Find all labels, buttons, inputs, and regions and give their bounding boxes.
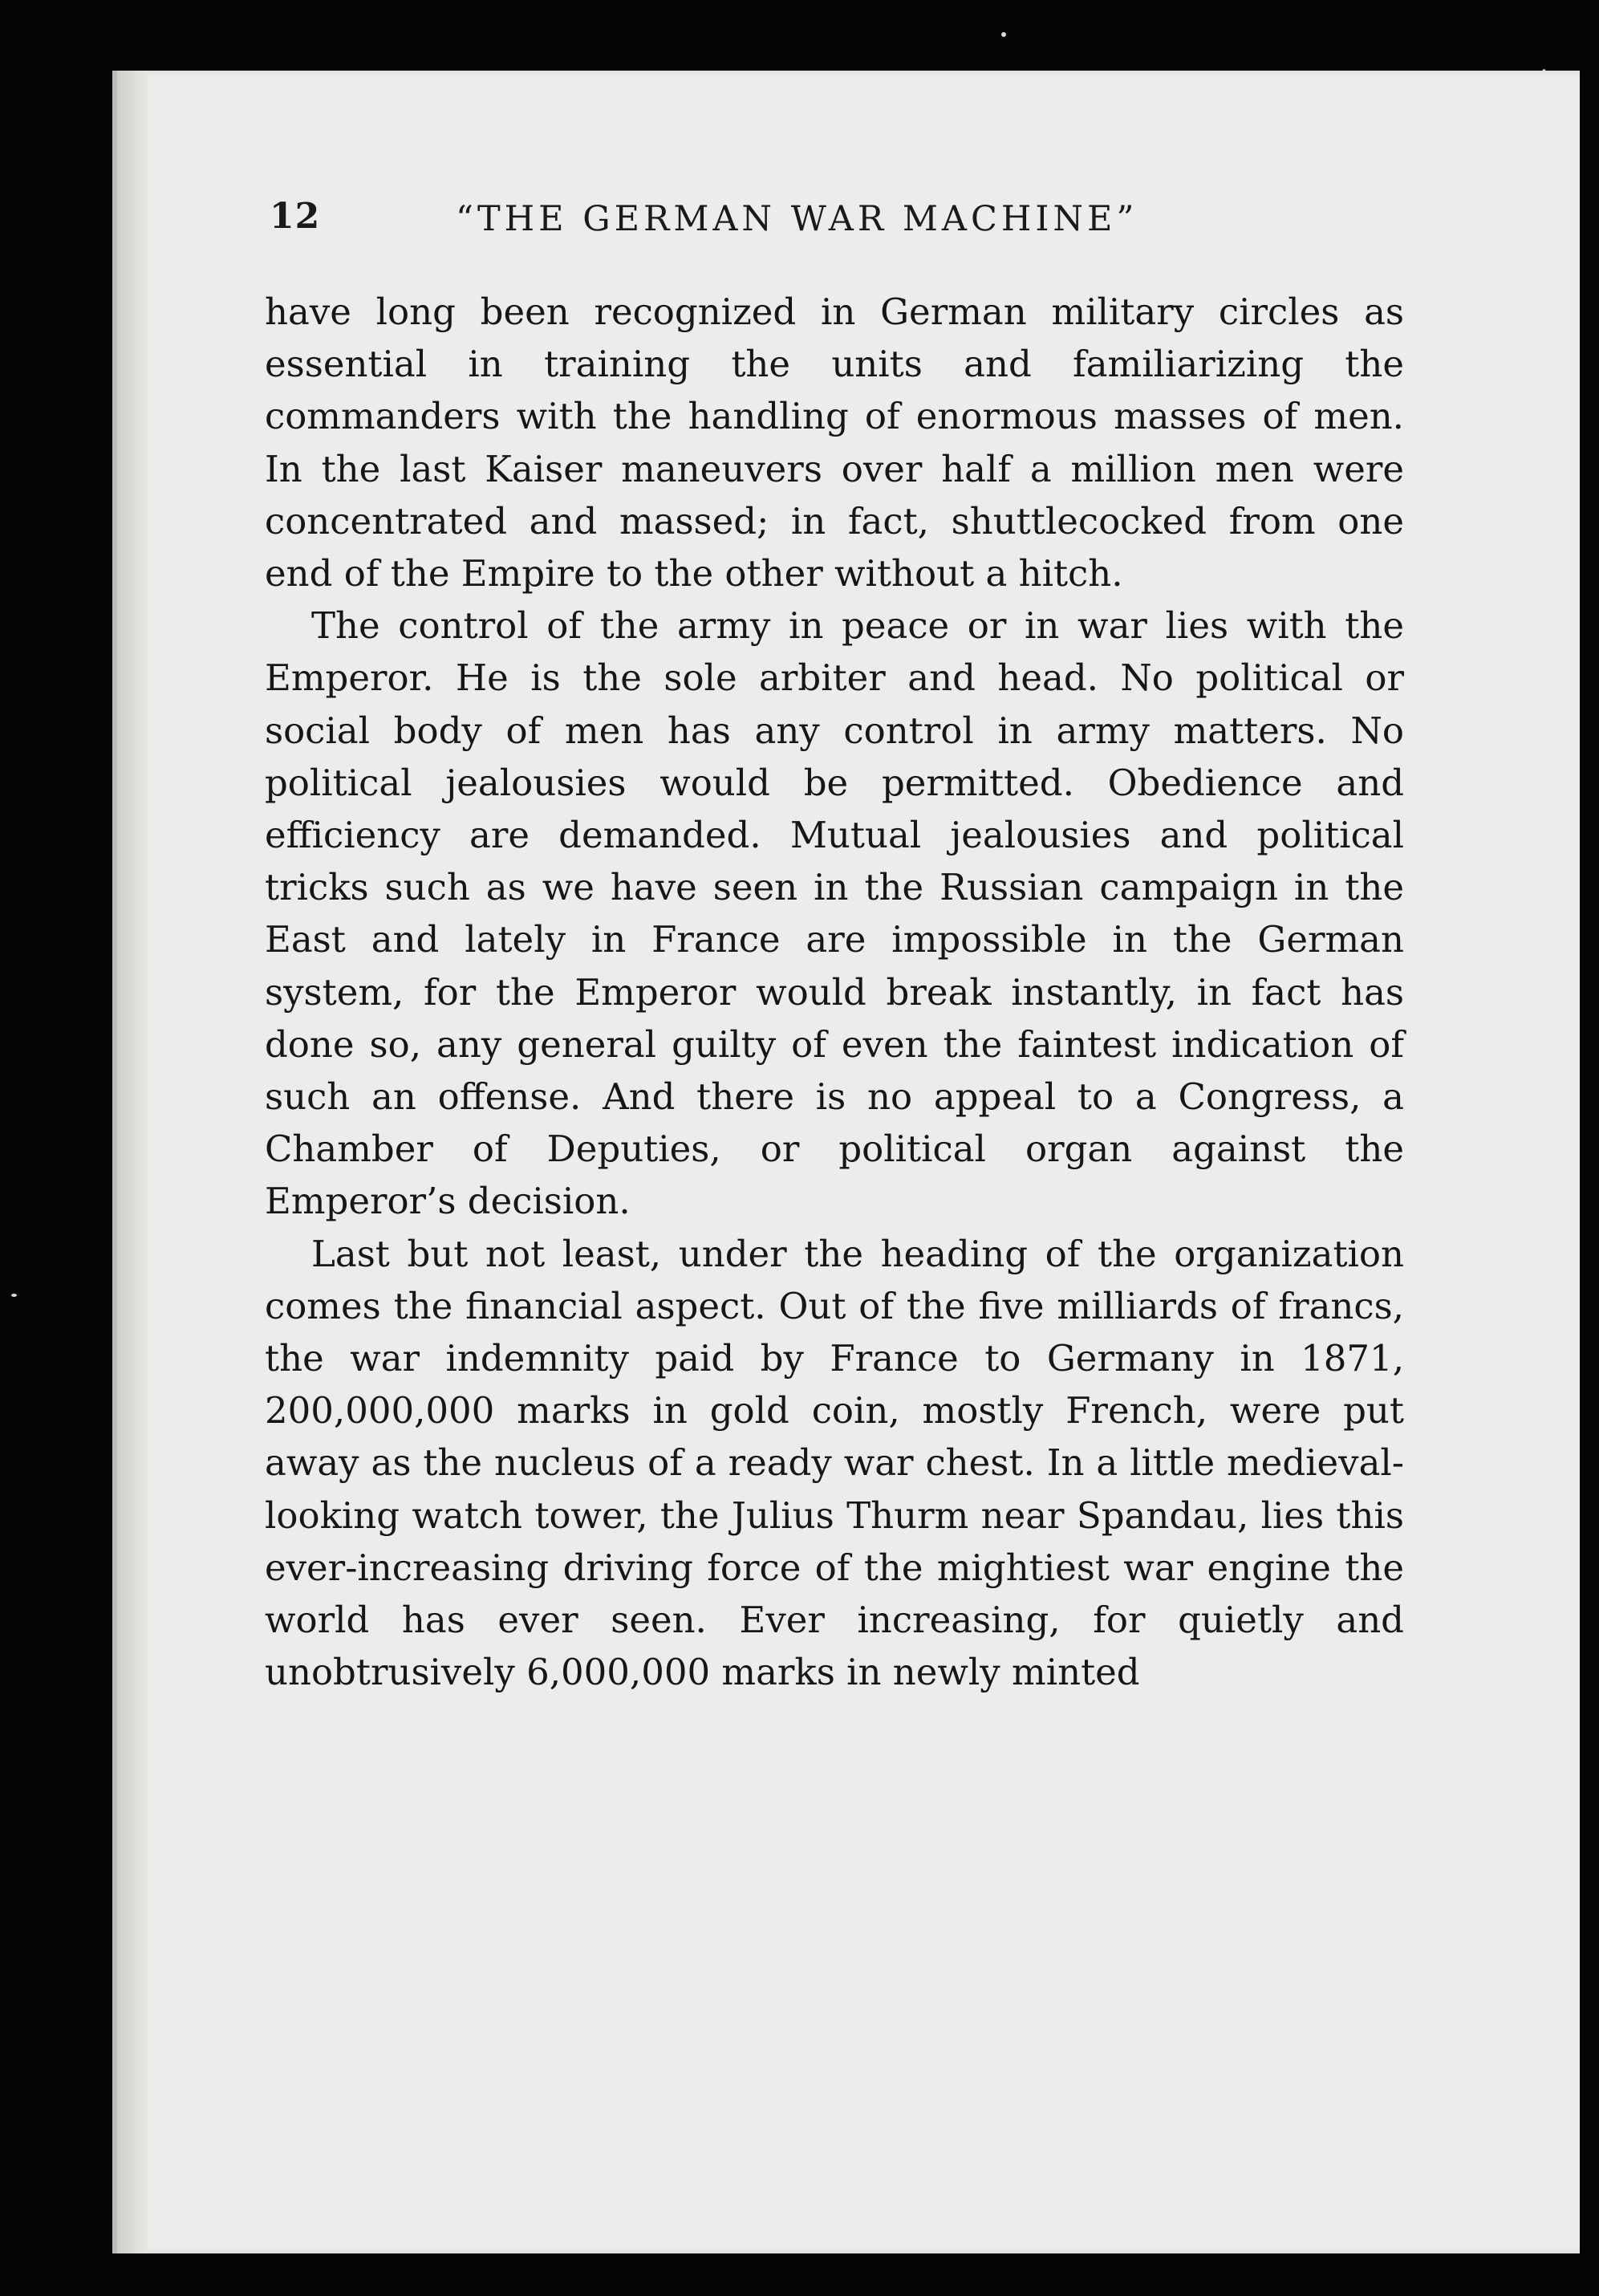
body-text [265, 286, 1404, 1698]
running-title: “THE GERMAN WAR MACHINE” [456, 199, 1138, 239]
page-gutter [117, 71, 148, 2253]
paragraph: The control of the army in peace or in war lies with the Emperor. He is the sole arbiter and head. No political or social body of men has any control in army matters. No political jealousies would be permitted. Obedience and efficiency are demanded. Mutual jealousies and political tricks such as we have seen in the Russian campaign in the East and lately in France are impossible in the German system, for the Emperor would break instantly, in fact has done so, any general guilty of even the faintest indication of such an offense. And there is no appeal to a Congress, a Chamber of Deputies, or political organ against the Emperor’s decision. [265, 604, 1404, 1223]
running-head [270, 196, 1409, 260]
paragraph: Last but not least, under the heading of the organization comes the financial aspect. Out of the five milliards of francs, the war indemnity paid by France to Germany in 1871, 200,000,000 marks in gold coin, mostly French, were put away as the nucleus of a ready war chest. In a little medieval-looking watch tower, the Julius Thurm near Spandau, lies this ever-increasing driving force of the mightiest war engine the world has ever seen. Ever increasing, for quietly and unobtrusively 6,000,000 marks in newly minted [265, 1232, 1404, 1694]
dust-speck [11, 1294, 17, 1297]
paragraph: have long been recognized in German military circles as essential in training the units and familiarizing the commanders with the handling of enormous masses of men. In the last Kaiser maneuvers over half a million men were concentrated and massed; in fact, shuttlecocked from one end of the Empire to the other without a hitch. [265, 291, 1404, 595]
page-number: 12 [270, 196, 321, 237]
dust-speck [1001, 32, 1006, 37]
